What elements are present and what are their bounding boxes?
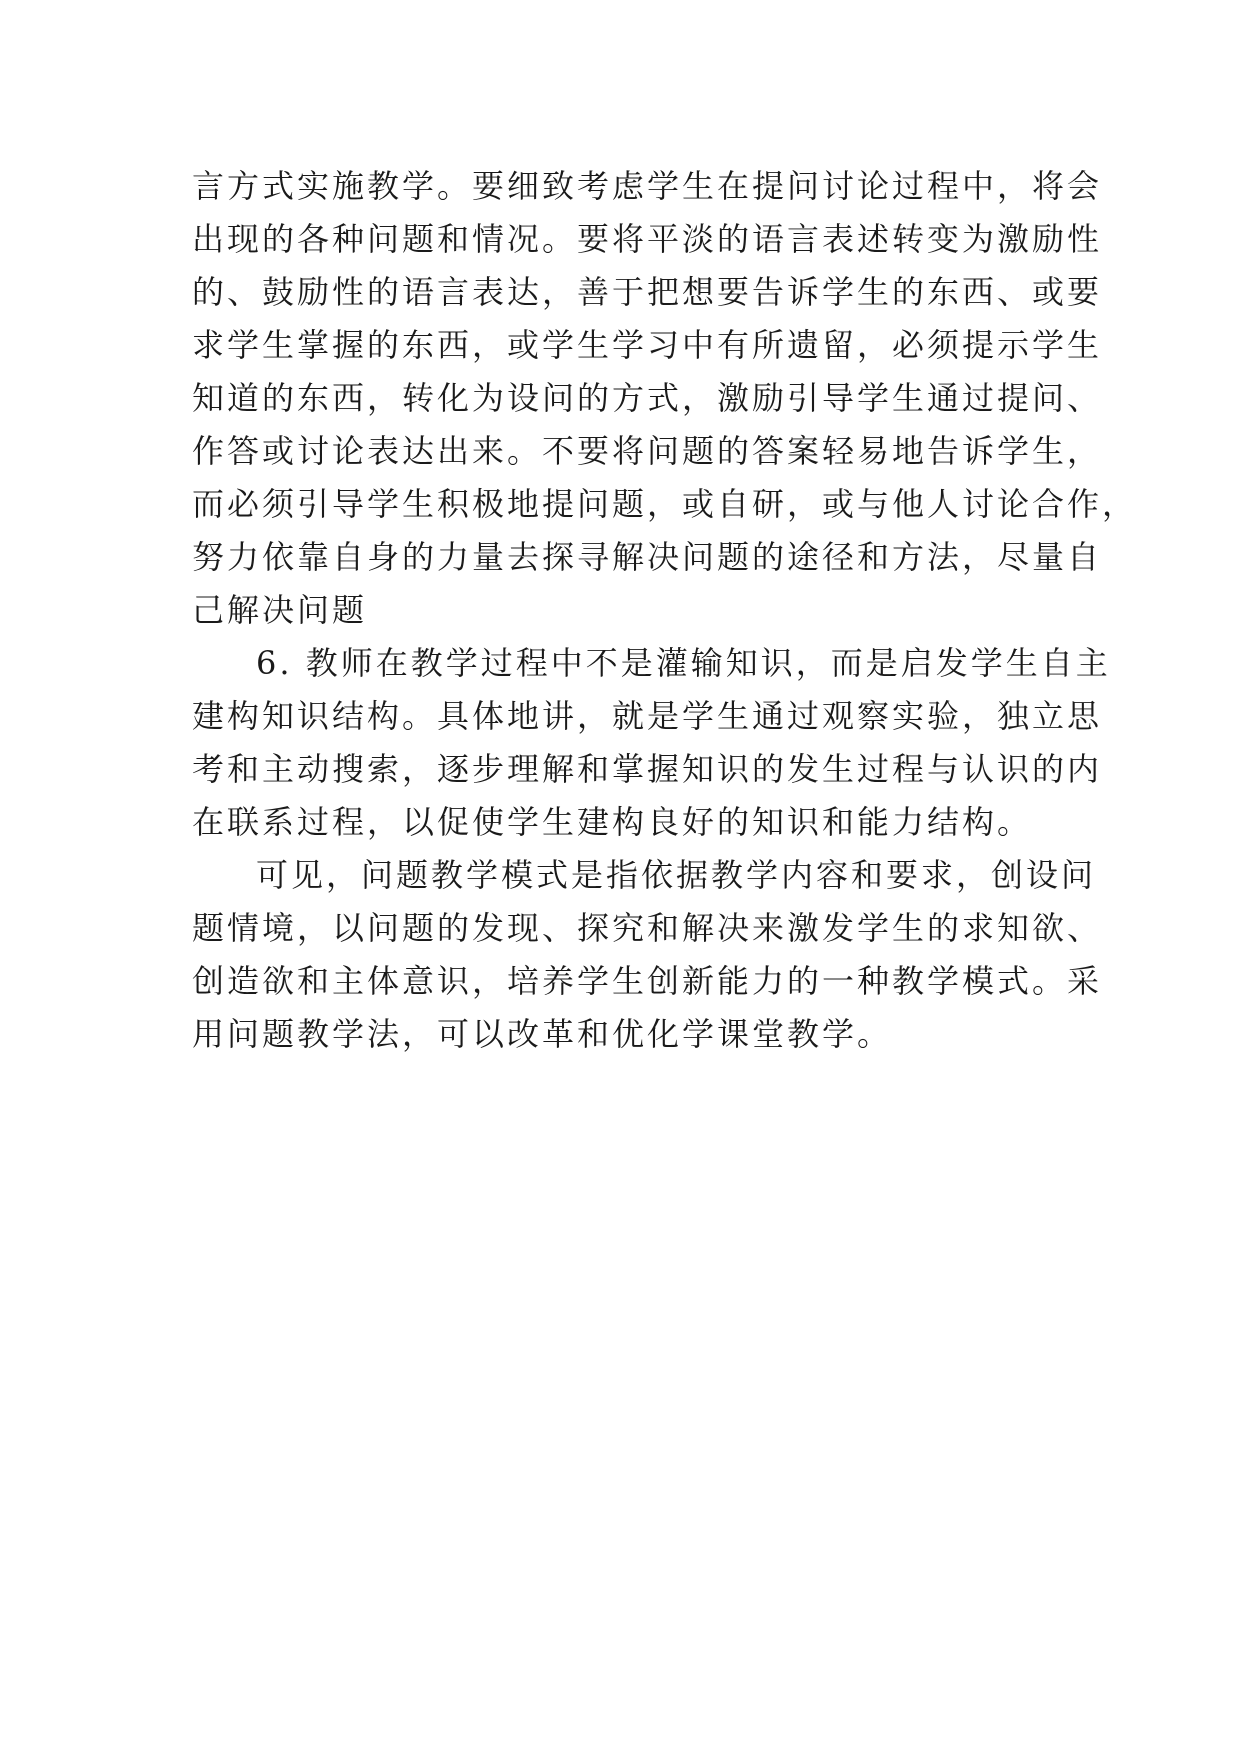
text-line: 在联系过程，以促使学生建构良好的知识和能力结构。	[192, 803, 1033, 841]
paragraph-point-6	[192, 637, 1111, 849]
text-line: 可见，问题教学模式是指依据教学内容和要求，创设问	[256, 856, 1097, 894]
text-line: 6. 教师在教学过程中不是灌输知识，而是启发学生自主	[256, 644, 1111, 682]
paragraph-conclusion	[192, 849, 1103, 1061]
text-line: 努力依靠自身的力量去探寻解决问题的途径和方法，尽量自	[192, 538, 1103, 576]
text-line: 创造欲和主体意识，培养学生创新能力的一种教学模式。采	[192, 962, 1103, 1000]
text-line: 用问题教学法，可以改革和优化学课堂教学。	[192, 1015, 893, 1053]
body-text	[192, 160, 1138, 1061]
text-line: 出现的各种问题和情况。要将平淡的语言表述转变为激励性	[192, 220, 1103, 258]
text-line: 题情境，以问题的发现、探究和解决来激发学生的求知欲、	[192, 909, 1103, 947]
text-line: 建构知识结构。具体地讲，就是学生通过观察实验，独立思	[192, 697, 1103, 735]
text-line: 知道的东西，转化为设问的方式，激励引导学生通过提问、	[192, 379, 1103, 417]
text-line: 的、鼓励性的语言表达，善于把想要告诉学生的东西、或要	[192, 273, 1103, 311]
paragraph-teaching-guidance	[192, 160, 1138, 637]
text-line: 作答或讨论表达出来。不要将问题的答案轻易地告诉学生，	[192, 432, 1103, 470]
text-line: 考和主动搜索，逐步理解和掌握知识的发生过程与认识的内	[192, 750, 1103, 788]
text-line: 言方式实施教学。要细致考虑学生在提问讨论过程中，将会	[192, 167, 1103, 205]
text-line: 求学生掌握的东西，或学生学习中有所遗留，必须提示学生	[192, 326, 1103, 364]
text-line: 己解决问题	[192, 591, 368, 629]
text-line: 而必须引导学生积极地提问题，或自研，或与他人讨论合作，	[192, 485, 1138, 523]
